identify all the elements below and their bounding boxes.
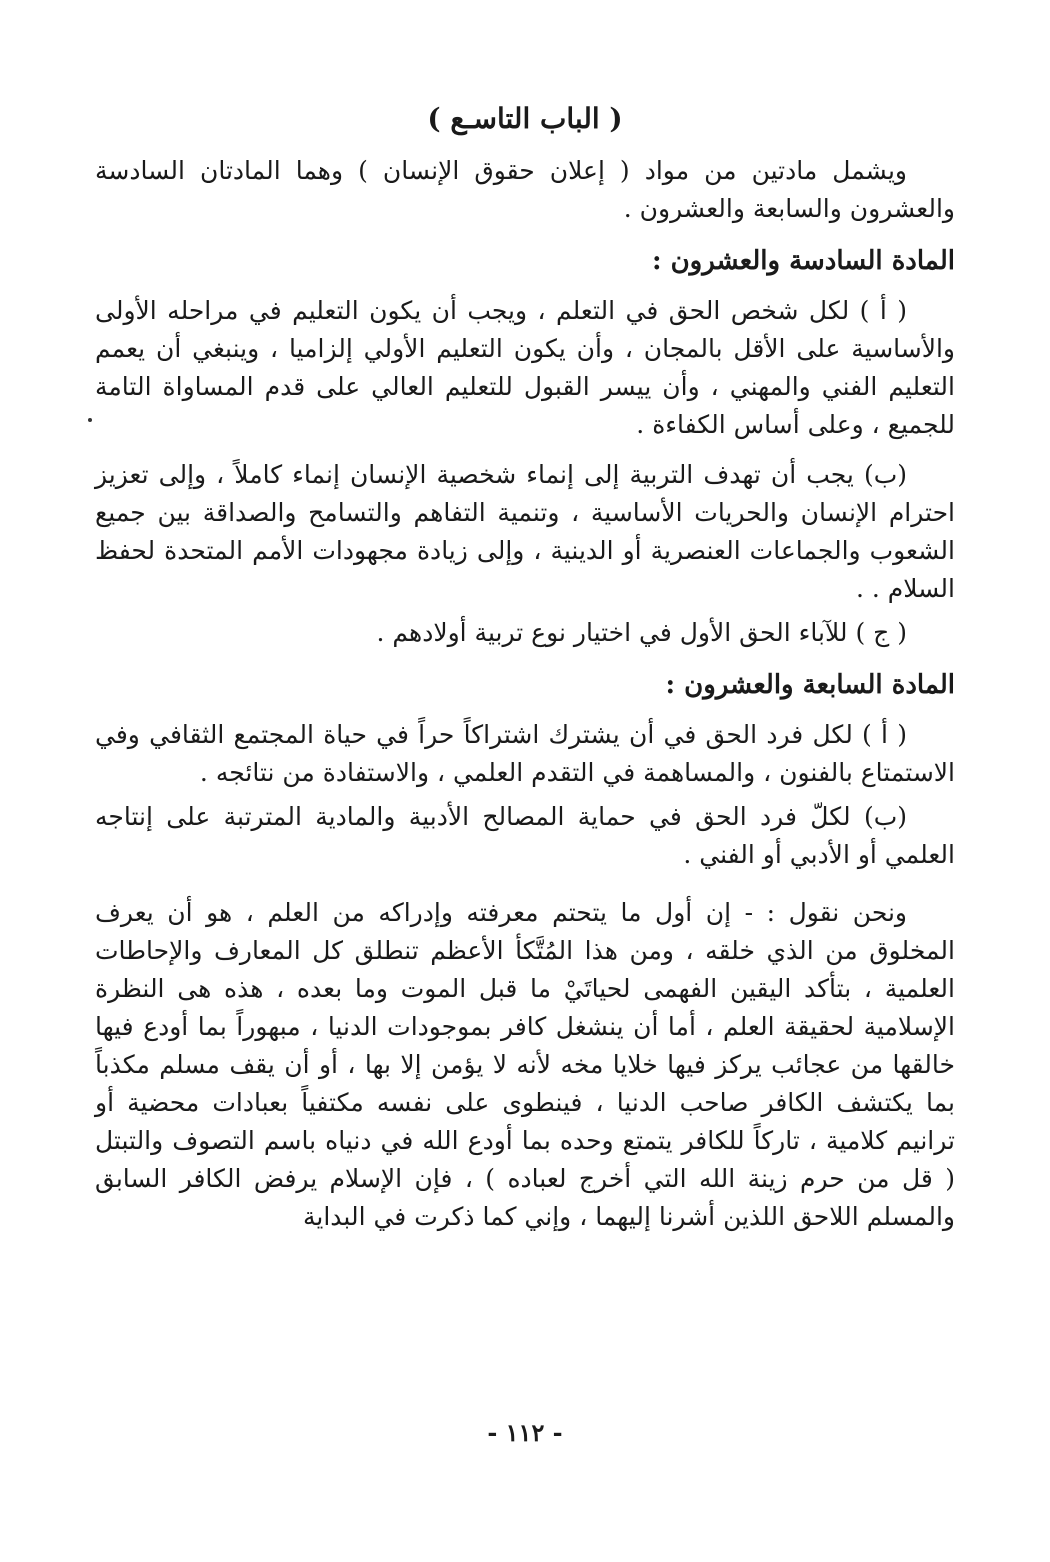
document-page [95, 100, 955, 1248]
article-27-clause-a: ( أ ) لكل فرد الحق في أن يشترك اشتراكاً حراً في حياة المجتمع الثقافي وفي الاستمتاع بالفنون ، والمساهمة في التقدم العلمي ، والاستفادة من نتائجه . [95, 720, 955, 787]
chapter-intro: ويشمل مادتين من مواد ( إعلان حقوق الإنسان ) وهما المادتان السادسة والعشرون والسابعة والعشرون . [95, 156, 955, 223]
article-26-clause-b: (ب) يجب أن تهدف التربية إلى إنماء شخصية الإنسان إنماء كاملاً ، وإلى تعزيز احترام الإنسان والحريات الأساسية ، وتنمية التفاهم والتسامح والصداقة بين جميع الشعوب والجماعات العنصرية أو الدينية ، وإلى زيادة مجهودات الأمم المتحدة لحفظ السلام . . [95, 460, 955, 603]
article-26-clause-a: ( أ ) لكل شخص الحق في التعلم ، ويجب أن يكون التعليم في مراحله الأولى والأساسية على الأقل بالمجان ، وأن يكون التعليم الأولي إلزاميا ، وينبغي أن يعمم التعليم الفني والمهني ، وأن ييسر القبول للتعليم العالي على قدم المساواة التامة للجميع ، وعلى أساس الكفاءة . [95, 296, 955, 439]
article-27-heading: المادة السابعة والعشرون : [665, 670, 955, 700]
page-number: - ١١٢ - [487, 1418, 563, 1447]
scan-speck [88, 418, 92, 422]
article-26-heading: المادة السادسة والعشرون : [651, 246, 955, 276]
chapter-title: ( الباب التاسـع ) [427, 102, 623, 135]
commentary-paragraph: ونحن نقول : - إن أول ما يتحتم معرفته وإدراكه من العلم ، هو أن يعرف المخلوق من الذي خلقه ، ومن هذا المُتَّكأ الأعظم تنطلق كل المعارف والإحاطات العلمية ، بتأكد اليقين الفهمى لحياتَيْ ما قبل الموت وما بعده ، هذه هى النظرة الإسلامية لحقيقة العلم ، أما أن ينشغل كافر بموجودات الدنيا ، مبهوراً بما أودع فيها خالقها من عجائب يركز فيها خلايا مخه لأنه لا يؤمن إلا بها ، أو أن يقف مسلم مكذباً بما يكتشف الكافر صاحب الدنيا ، فينطوى على نفسه مكتفياً بعبادات محضية أو ترانيم كلامية ، تاركاً للكافر يتمتع وحده بما أودع الله في دنياه باسم التصوف والتبتل ( قل من حرم زينة الله التي أخرج لعباده ) ، فإن الإسلام يرفض الكافر السابق والمسلم اللاحق اللذين أشرنا إليهما ، وإني كما ذكرت في البداية [95, 898, 955, 1231]
article-26-clause-c: ( ج ) للآباء الحق الأول في اختيار نوع تربية أولادهم . [376, 618, 907, 647]
article-27-clause-b: (ب) لكلّ فرد الحق في حماية المصالح الأدبية والمادية المترتبة على إنتاجه العلمي أو الأدبي أو الفني . [95, 802, 955, 869]
